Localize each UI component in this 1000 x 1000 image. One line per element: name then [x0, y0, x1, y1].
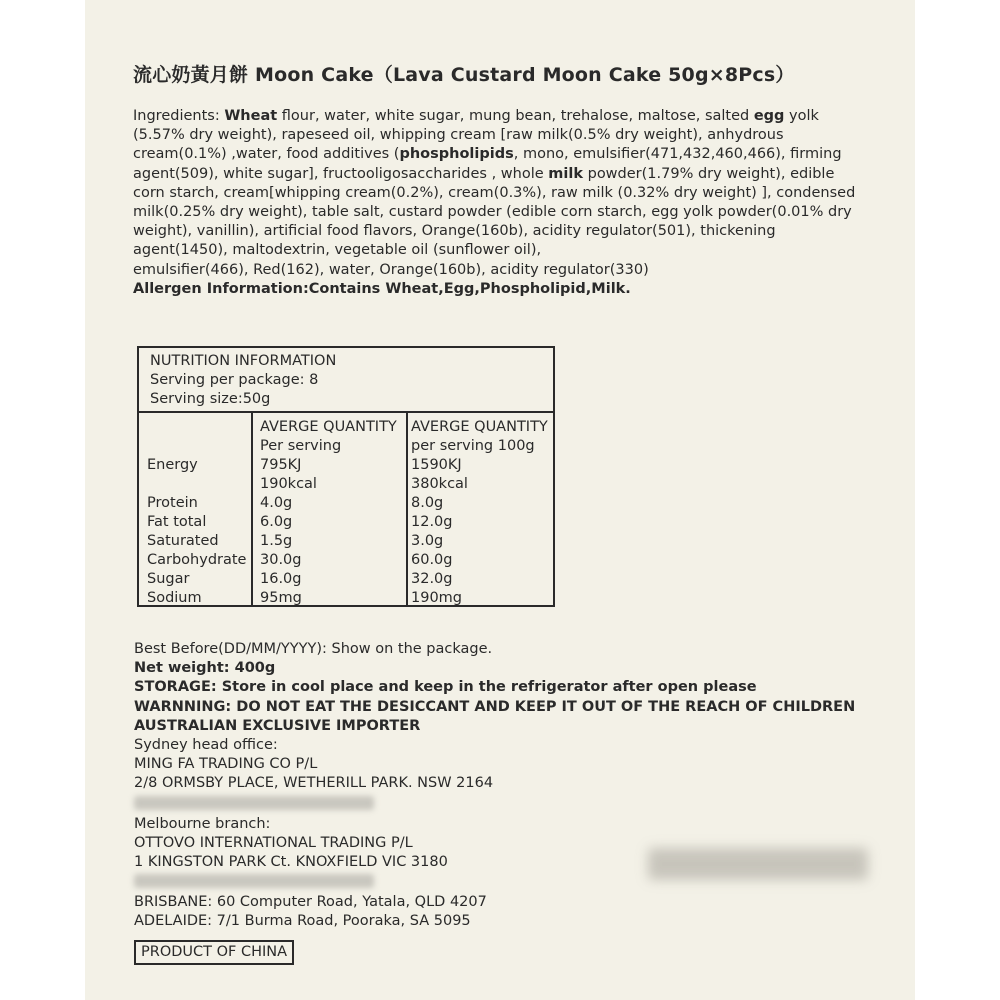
warning: WARNNING: DO NOT EAT THE DESICCANT AND KEEP IT OUT OF THE REACH OF CHILDREN: [134, 698, 856, 715]
per-100g-column: [411, 418, 548, 608]
nutrient-label: Saturated: [147, 533, 219, 549]
nutrient-label: Energy: [147, 457, 198, 473]
servings-per-package: Serving per package: 8: [150, 372, 319, 388]
ingredients-line: corn starch, cream[whipping cream(0.2%), cream(0.3%), raw milk (0.32% dry weight) ], condensed: [133, 184, 856, 201]
melbourne-address: 1 KINGSTON PARK Ct. KNOXFIELD VIC 3180: [134, 854, 448, 871]
per-100g-value: 190mg: [411, 590, 463, 606]
column-divider: [406, 411, 408, 605]
nutrition-heading: NUTRITION INFORMATION: [150, 353, 337, 369]
ingredients-text: [133, 107, 893, 299]
sydney-company: MING FA TRADING CO P/L: [134, 756, 318, 773]
adelaide-address: ADELAIDE: 7/1 Burma Road, Pooraka, SA 5095: [134, 913, 471, 930]
nutrient-label: [147, 475, 246, 494]
per-100g-value: 8.0g: [411, 495, 444, 511]
melbourne-company: OTTOVO INTERNATIONAL TRADING P/L: [134, 834, 413, 851]
importer-heading: AUSTRALIAN EXCLUSIVE IMPORTER: [134, 717, 421, 734]
per-serving-value: 795KJ: [260, 457, 302, 473]
nutrient-label: Fat total: [147, 514, 207, 530]
redacted-contact: [134, 796, 374, 810]
blurred-date-stamp: [648, 848, 868, 880]
ingredients-line: Allergen Information:Contains Wheat,Egg,Phospholipid,Milk.: [133, 280, 631, 297]
per-serving-value: 30.0g: [260, 552, 302, 568]
ingredients-line: emulsifier(466), Red(162), water, Orange(160b), acidity regulator(330): [133, 261, 649, 278]
sydney-address: 2/8 ORMSBY PLACE, WETHERILL PARK. NSW 2164: [134, 775, 494, 792]
ingredients-line: weight), vanillin), artificial food flavors, Orange(160b), acidity regulator(501), thickening: [133, 223, 776, 240]
per-100g-value: 380kcal: [411, 476, 468, 492]
per-serving-value: 4.0g: [260, 495, 293, 511]
net-weight: Net weight: 400g: [134, 660, 276, 677]
label-footer: [134, 640, 894, 965]
ingredients-line: agent(1450), maltodextrin, vegetable oil (sunflower oil),: [133, 242, 542, 259]
column-header: per serving 100g: [411, 438, 535, 454]
melbourne-label: Melbourne branch:: [134, 815, 271, 832]
table-divider: [139, 411, 553, 413]
origin-badge: PRODUCT OF CHINA: [134, 940, 294, 965]
ingredients-line: (5.57% dry weight), rapeseed oil, whipping cream [raw milk(0.5% dry weight), anhydrous: [133, 127, 784, 144]
product-title: 流心奶黃月餅 Moon Cake（Lava Custard Moon Cake 50g×8Pcs）: [133, 64, 795, 86]
column-header: Per serving: [260, 438, 342, 454]
ingredients-line: agent(509), white sugar], fructooligosaccharides , whole milk powder(1.79% dry weight), edible: [133, 165, 835, 182]
ingredients-line: cream(0.1%) ,water, food additives (phospholipids, mono, emulsifier(471,432,460,466), firming: [133, 146, 842, 163]
per-serving-value: 6.0g: [260, 514, 293, 530]
column-divider: [251, 411, 253, 605]
per-serving-value: 1.5g: [260, 533, 293, 549]
ingredients-line: milk(0.25% dry weight), table salt, custard powder (edible corn starch, egg yolk powder(0.01% dry: [133, 204, 852, 221]
nutrient-label: Sugar: [147, 571, 190, 587]
sydney-label: Sydney head office:: [134, 737, 278, 754]
column-header: AVERGE QUANTITY: [260, 419, 397, 435]
nutrient-label: Protein: [147, 495, 198, 511]
per-serving-value: 190kcal: [260, 476, 317, 492]
per-100g-value: 3.0g: [411, 533, 444, 549]
per-serving-value: 16.0g: [260, 571, 302, 587]
ingredients-line: Ingredients: Wheat flour, water, white sugar, mung bean, trehalose, maltose, salted egg yolk: [133, 108, 819, 124]
per-100g-value: 60.0g: [411, 552, 453, 568]
nutrient-label: Sodium: [147, 590, 202, 606]
storage-instructions: STORAGE: Store in cool place and keep in the refrigerator after open please: [134, 679, 757, 696]
per-serving-column: [260, 418, 397, 608]
serving-size: Serving size:50g: [150, 391, 271, 407]
nutrient-label: Carbohydrate: [147, 552, 247, 568]
per-100g-value: 32.0g: [411, 571, 453, 587]
brisbane-address: BRISBANE: 60 Computer Road, Yatala, QLD 4207: [134, 894, 487, 911]
per-serving-value: 95mg: [260, 590, 302, 606]
per-100g-value: 12.0g: [411, 514, 453, 530]
nutrition-header: [150, 352, 336, 409]
per-100g-value: 1590KJ: [411, 457, 462, 473]
best-before: Best Before(DD/MM/YYYY): Show on the package.: [134, 641, 493, 657]
redacted-contact: [134, 874, 374, 888]
column-header: AVERGE QUANTITY: [411, 419, 548, 435]
nutrition-table: [137, 346, 555, 607]
nutrient-labels-column: [147, 418, 246, 608]
